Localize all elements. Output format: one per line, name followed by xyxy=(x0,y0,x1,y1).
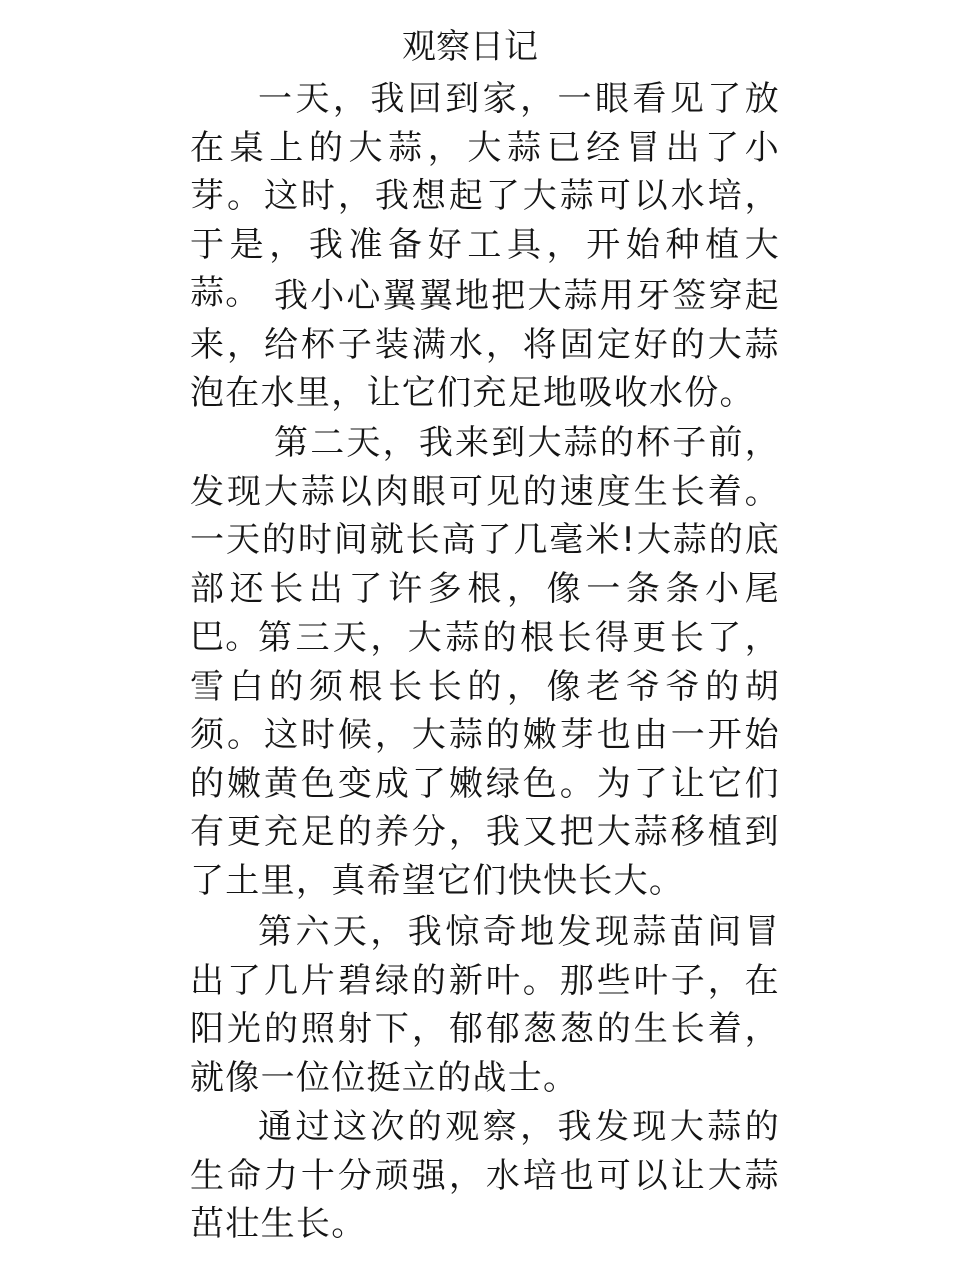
paragraph-day-three: 第三天，大蒜的根长得更长了，雪白的须根长长的，像老爷爷的胡须。这时候，大蒜的嫩芽也由一开始的嫩黄色变成了嫩绿色。为了让它们有更充足的养分，我又把大蒜移植到了土里，真希望它们快快长大。 xyxy=(190,618,780,901)
paragraph-day-six: 第六天，我惊奇地发现蒜苗间冒出了几片碧绿的新叶。那些叶子，在阳光的照射下，郁郁葱葱的生长着，就像一位位挺立的战士。 xyxy=(190,912,780,1098)
paragraph-conclusion: 通过这次的观察，我发现大蒜的生命力十分顽强，水培也可以让大蒜茁壮生长。 xyxy=(190,1107,780,1244)
paragraph-day-one: 一天，我回到家，一眼看见了放在桌上的大蒜，大蒜已经冒出了小芽。这时，我想起了大蒜可以水培，于是，我准备好工具，开始种植大蒜。 xyxy=(190,79,780,313)
diary-title: 观察日记 xyxy=(402,27,538,67)
paragraph-day-two: 第二天，我来到大蒜的杯子前，发现大蒜以肉眼可见的速度生长着。一天的时间就长高了几毫米!大蒜的底部还长出了许多根，像一条条小尾巴。 xyxy=(190,423,780,657)
paragraph-planting: 我小心翼翼地把大蒜用牙签穿起来，给杯子装满水，将固定好的大蒜泡在水里，让它们充足地吸收水份。 xyxy=(190,276,780,413)
